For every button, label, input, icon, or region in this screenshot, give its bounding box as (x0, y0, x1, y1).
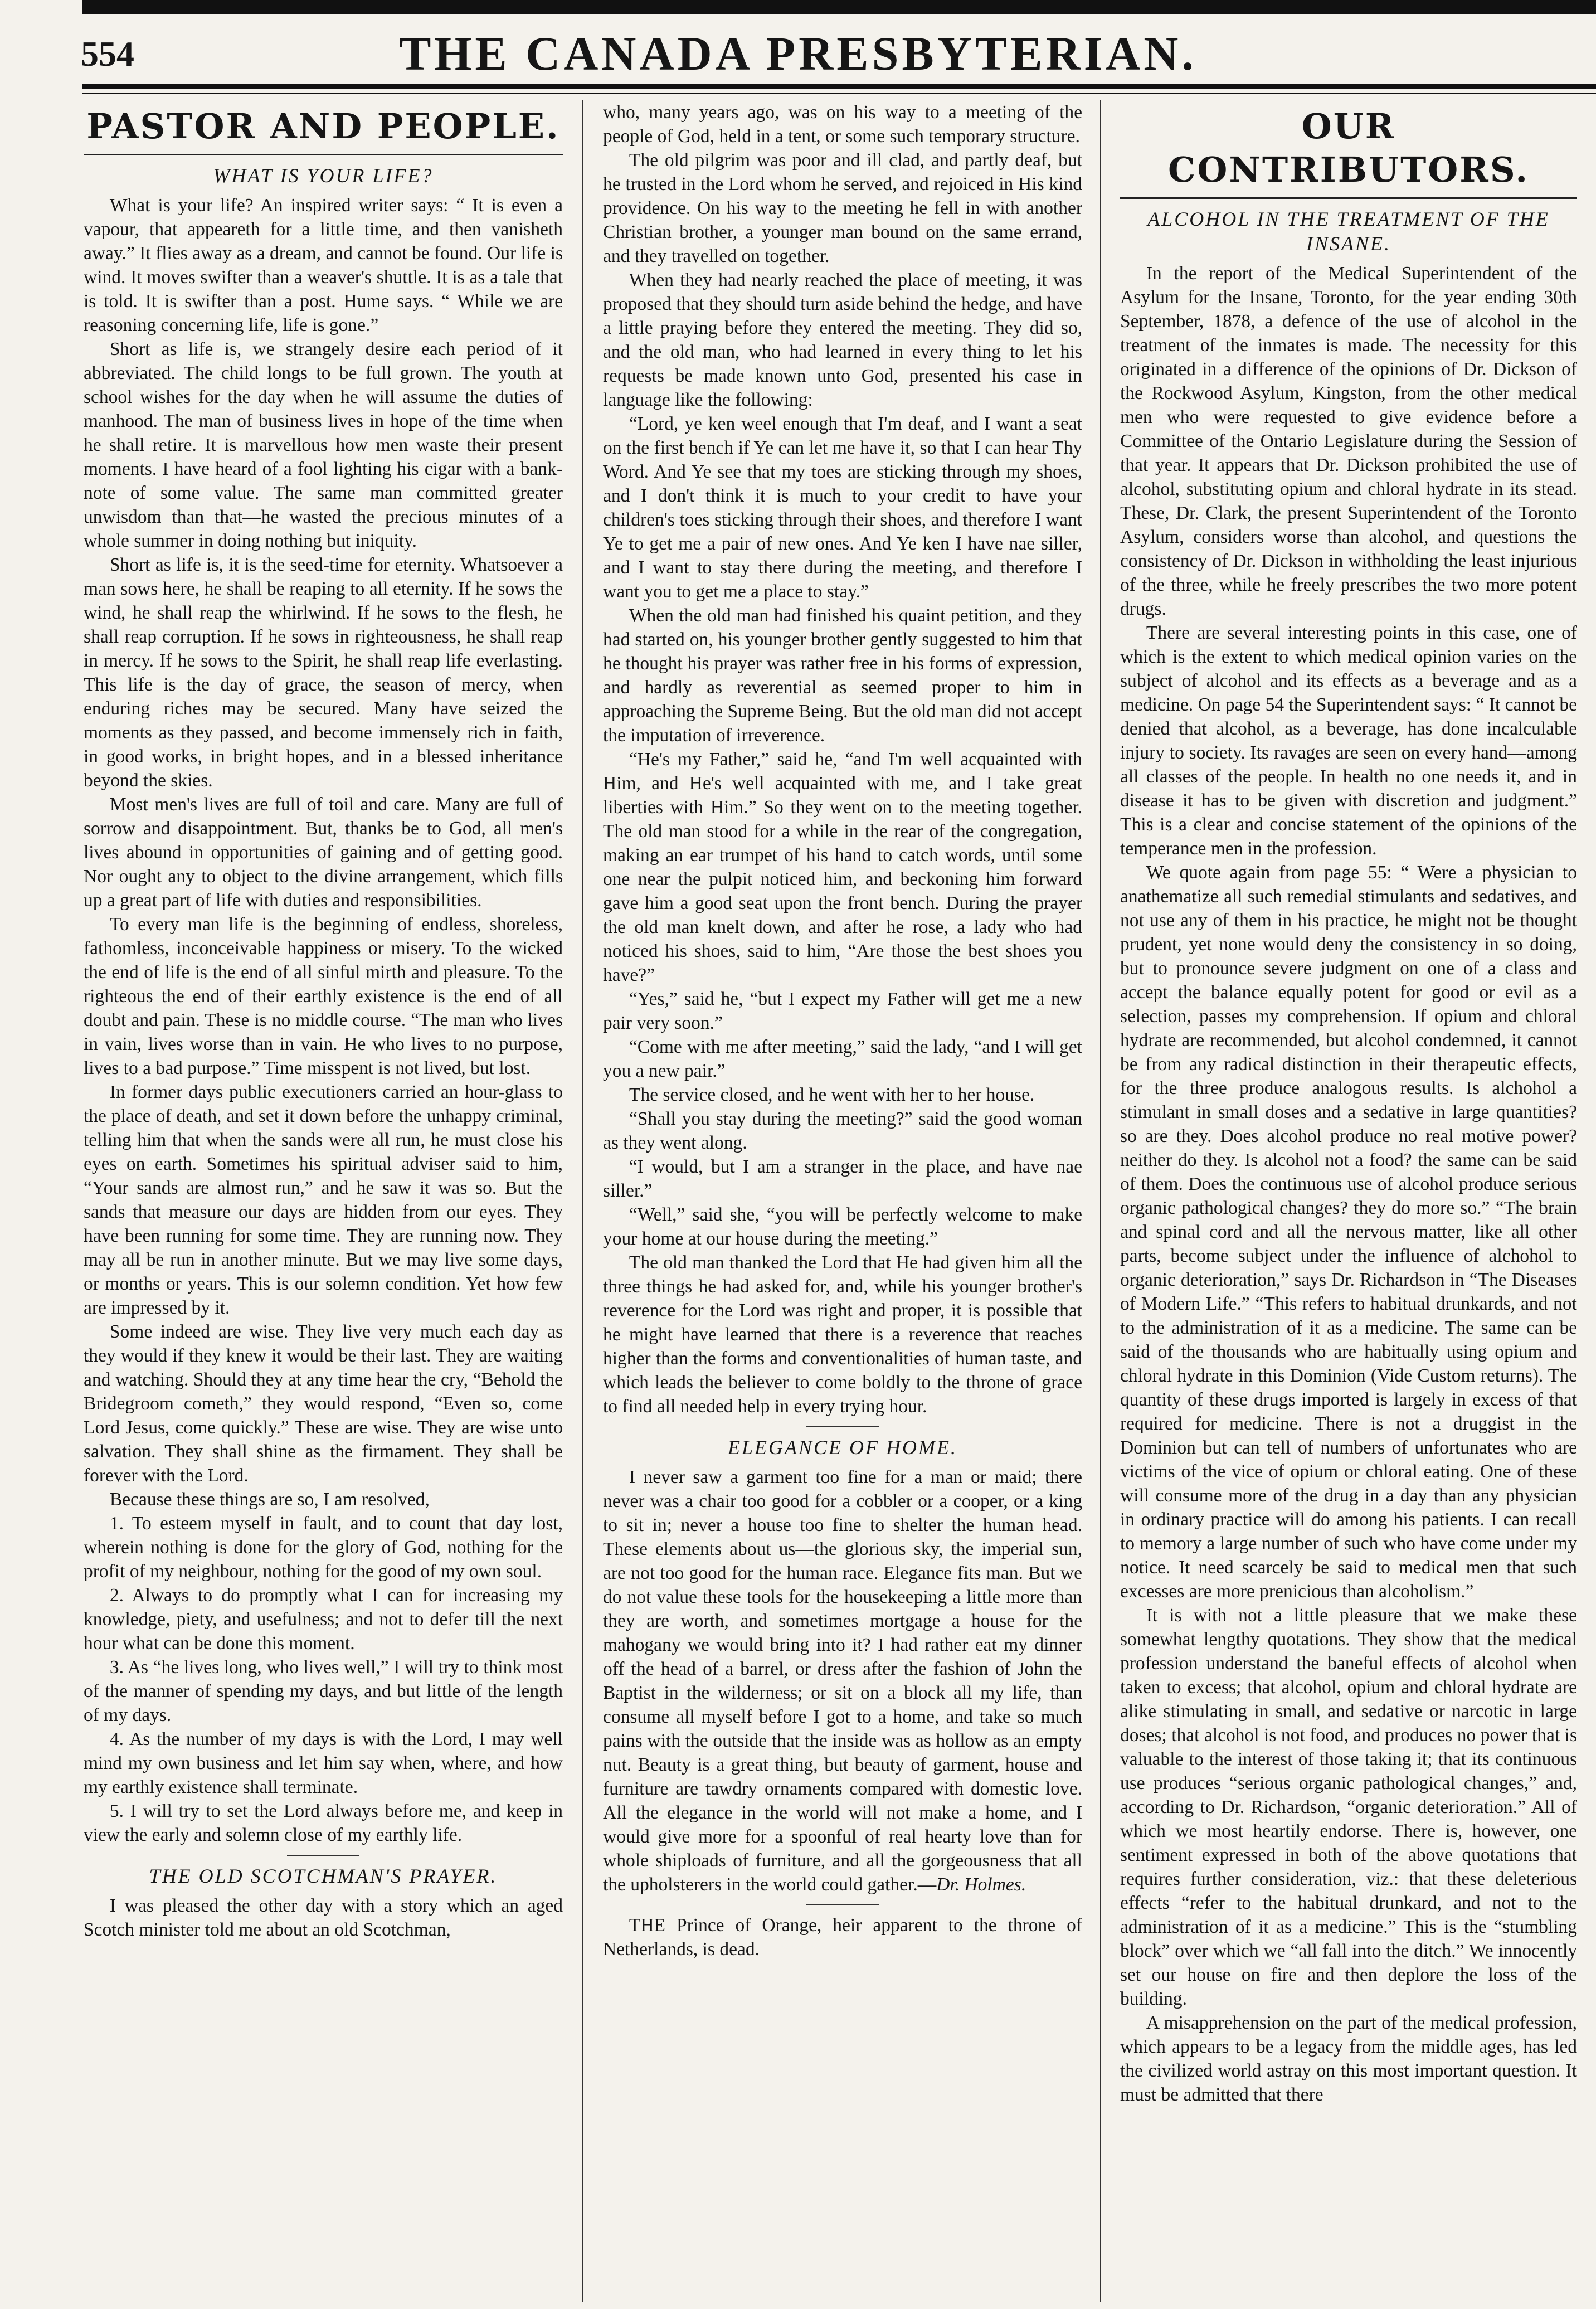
paragraph: It is with not a little pleasure that we make these somewhat lengthy quotations. They show that the medical profession understand the baneful effects of alcohol when taken to excess; that alcohol, opium and chloral hydrate are alike stimulating in small, and sedative or narcotic in large doses; that alcohol is not food, and produces no power that is valuable to the interest of those taking it; that its continuous use produces “serious organic pathological changes,” and, according to Dr. Richardson, “organic deterioration.” All of which we most heartily endorse. There is, however, one sentiment expressed in both of the above quotations that requires further consideration, viz.: that these deleterious effects “refer to the habitual drunkard, and not to the administration of it as a medicine.” This is the “stumbling block” over which we “all fall into the ditch.” We innocently set our house on fire and then deplore the loss of the building. (1120, 1605, 1577, 2009)
page-number: 554 (81, 34, 134, 74)
paragraph: Short as life is, it is the seed-time for eternity. Whatsoever a man sows here, he shall be reaping to all eternity. If he sows the wind, he shall reap the whirlwind. If he sows to the flesh, he shall reap corruption. If he sows in righteousness, he shall reap in mercy. If he sows to the Spirit, he shall reap life everlasting. This life is the day of grace, the season of mercy, when enduring riches may be secured. Many have seized the moments as they passed, and become immensely rich in faith, in good works, in bright hopes, and in a blessed inheritance beyond the skies. (84, 555, 563, 791)
paragraph: A misapprehension on the part of the medical profession, which appears to be a legacy from the middle ages, has led the civilized world astray on this most important question. It must be admitted that there (1120, 2013, 1577, 2105)
article-title: WHAT IS YOUR LIFE? (213, 164, 434, 187)
article-title: ALCOHOL IN THE TREATMENT OF THE INSANE. (1147, 208, 1550, 255)
top-rule (82, 0, 1596, 14)
paragraph: To every man life is the beginning of endless, shoreless, fathomless, inconceivable happiness or misery. To the wicked the end of life is the end of all sinful mirth and pleasure. To the righteous the end of their earthly existence is the end of all doubt and pain. These is no middle course. “The man who lives in vain, lives worse than in vain. He who lives to no purpose, lives to a bad purpose.” Time misspent is not lived, but lost. (84, 914, 563, 1078)
paragraph-text: I never saw a garment too fine for a man or maid; there never was a chair too good for a cobbler or a cooper, or a king to sit in; never a house too fine to shelter the human head. These elements about us—the glorious sky, the imperial sun, are not too good for the human race. Elegance fits man. But we do not value these tools for the housekeeping a little more than they are worth, and sometimes mortgage a house for the mahogany we would bring into it? I had rather eat my dinner off the head of a barrel, or dress after the fashion of John the Baptist in the wilderness; or sit on a block all my life, than consume all myself before I got to a home, and take so much pains with the outside that the inside was as hollow as an empty nut. Beauty is a great thing, but beauty of garment, house and furniture are tawdry ornaments compared with domestic love. All the elegance in the world will not make a home, and I would give more for a spoonful of real hearty love than for whole shiploads of furniture, and all the gorgeousness that all the upholsterers in the world could gather.— (603, 1467, 1082, 1895)
paragraph: We quote again from page 55: “ Were a physician to anathematize all such remedial stimulants and sedatives, and not use any of them in his practice, he might not be thought prudent, yet none would deny the consistency in so doing, but to pronounce severe judgment on one of a class and accept the balance equally potent for good or evil as a selection, passes my comprehension. If opium and chloral hydrate are recommended, but alcohol condemned, it cannot be from any radical distinction in their therapeutic effects, for the three produce analogous results. Is alchohol a stimulant in small doses and a sedative in large quantities? so are they. Does alcohol produce no real motive power? neither do they. Is alcohol not a food? the same can be said of them. Does the continuous use of alcohol produce serious organic pathological changes? they do more so.” “The brain and spinal cord and all the nervous matter, like all other parts, become subject under the influence of alchohol to organic deterioration,” says Dr. Richardson in “The Diseases of Modern Life.” “This refers to habitual drunkards, and not to the administration of it as a medicine. The same can be said of the thousands who are habitually using opium and chloral hydrate in this Dominion (Vide Custom returns). The quantity of these drugs imported is largely in excess of that required for medicine. There is not a druggist in the Dominion but can tell of numbers of unfortunates who are victims of the vice of opium or chloral eating. One of these will consume more of the drug in a day than any physician in ordinary practice will do among his patients. I can recall to memory a large number of such who have come under my notice. It need scarcely be said to medical men that such excesses are more prenicious than alcoholism.” (1120, 862, 1577, 1602)
article-body (603, 100, 1082, 1418)
article-body (84, 193, 563, 1847)
paragraph: 5. I will try to set the Lord always before me, and keep in view the early and solemn close of my earthly life. (84, 1801, 563, 1845)
column-divider (582, 100, 583, 2302)
header-rule (82, 84, 1596, 89)
section-rule (806, 1904, 879, 1905)
article-title: THE OLD SCOTCHMAN'S PRAYER. (149, 1865, 498, 1887)
column-2 (603, 100, 1082, 2302)
paragraph: Some indeed are wise. They live very much each day as they would if they knew it would be their last. They are waiting and watching. Should they at any time hear the cry, “Behold the Bridegroom cometh,” they would respond, “Even so, come Lord Jesus, come quickly.” These are wise. They are wise unto salvation. They shall shine as the firmament. They shall be forever with the Lord. (84, 1321, 563, 1486)
paragraph: “Lord, ye ken weel enough that I'm deaf, and I want a seat on the first bench if Ye can let me have it, so that I can hear Thy Word. And Ye see that my toes are sticking through my shoes, and I don't think it is much to your credit to have your children's toes sticking through their shoes, and therefore I want Ye to get me a pair of new ones. And Ye ken I have nae siller, and I want to stay there during the meeting, and therefore I want you to get me a place to stay.” (603, 414, 1082, 602)
paragraph: “He's my Father,” said he, “and I'm well acquainted with Him, and He's well acquainted with me, and I take great liberties with Him.” So they went on to the meeting together. The old man stood for a while in the rear of the congregation, making an ear trumpet of his hand to catch words, until some one near the pulpit noticed him, and beckoning him forward gave him a good seat upon the front bench. During the prayer the old man knelt down, and after he rose, a lady who had noticed his shoes, said to him, “Are those the best shoes you have?” (603, 749, 1082, 985)
paragraph: What is your life? An inspired writer says: “ It is even a vapour, that appeareth for a little time, and then vanisheth away.” It flies away as a dream, and cannot be found. Our life is wind. It moves swifter than a weaver's shuttle. It is as a tale that is told. It is swifter than a post. Hume says. “ While we are reasoning concerning life, life is gone.” (84, 195, 563, 336)
paragraph: “Come with me after meeting,” said the lady, “and I will get you a new pair.” (603, 1037, 1082, 1081)
column-1 (84, 100, 563, 2302)
paragraph: 2. Always to do promptly what I can for increasing my knowledge, piety, and usefulness; and not to defer till the next hour what can be done this moment. (84, 1585, 563, 1654)
column-divider (1100, 100, 1101, 2302)
article-body (1120, 261, 1577, 2107)
paragraph: “Shall you stay during the meeting?” said the good woman as they went along. (603, 1109, 1082, 1153)
paragraph: In former days public executioners carried an hour-glass to the place of death, and set it down before the unhappy criminal, telling him that when the sands were all run, he must close his eyes on earth. Sometimes his spiritual adviser said to him, “Your sands are almost run,” and he saw it was so. But the sands that measure our days are hidden from our eyes. They have been running for some time. They are running now. They may all be run in another minute. But we may live some days, or months or years. This is our solemn condition. Yet how few are impressed by it. (84, 1082, 563, 1318)
paragraph: Most men's lives are full of toil and care. Many are full of sorrow and disappointment. But, thanks be to God, all men's lives abound in opportunities of gaining and of getting good. Nor ought any to object to the divine arrangement, which fills up a great part of life with duties and responsibilities. (84, 794, 563, 911)
paragraph: who, many years ago, was on his way to a meeting of the people of God, held in a tent, or some such temporary structure. (603, 102, 1082, 147)
header-rule-thin (82, 93, 1596, 94)
paragraph: “I would, but I am a stranger in the place, and have nae siller.” (603, 1156, 1082, 1201)
department-heading: PASTOR AND PEOPLE. (86, 106, 560, 147)
paragraph: 1. To esteem myself in fault, and to count that day lost, wherein nothing is done for the glory of God, nothing for the profit of my neighbour, nothing for the good of my own soul. (84, 1513, 563, 1582)
signature: Dr. Holmes. (936, 1874, 1026, 1895)
paragraph: I was pleased the other day with a story which an aged Scotch minister told me about an old Scotchman, (84, 1895, 563, 1940)
paragraph: “Well,” said she, “you will be perfectly welcome to make your home at our house during the meeting.” (603, 1204, 1082, 1249)
section-rule (806, 1426, 879, 1427)
paragraph: “Yes,” said he, “but I expect my Father will get me a new pair very soon.” (603, 989, 1082, 1033)
paragraph: 3. As “he lives long, who lives well,” I will try to think most of the manner of spending my days, and but little of the length of my days. (84, 1657, 563, 1725)
department-heading: OUR CONTRIBUTORS. (1168, 106, 1529, 190)
paragraph: Short as life is, we strangely desire each period of it abbreviated. The child longs to be full grown. The youth at school wishes for the day when he will assume the duties of manhood. The man of business lives in hope of the time when he shall retire. It is marvellous how men waste their present moments. I have heard of a fool lighting his cigar with a bank-note of some value. The same man committed greater unwisdom than that—he wasted the precious minutes of a whole summer in doing nothing but iniquity. (84, 339, 563, 551)
paragraph: When they had nearly reached the place of meeting, it was proposed that they should turn aside behind the hedge, and have a little praying before they entered the meeting. They did so, and the old man, who had learned in every thing to let his requests be made known unto God, presented his case in language like the following: (603, 270, 1082, 410)
paragraph: When the old man had finished his quaint petition, and they had started on, his younger brother gently suggested to him that he thought his prayer was rather free in his forms of expression, and hardly as reverential as seemed proper to him in approaching the Supreme Being. But the old man did not accept the imputation of irreverence. (603, 605, 1082, 746)
department-rule (1120, 197, 1577, 199)
column-3 (1120, 100, 1577, 2302)
paragraph: The old pilgrim was poor and ill clad, and partly deaf, but he trusted in the Lord whom he served, and rejoiced in His kind providence. On his way to the meeting he fell in with another Christian brother, a younger man bound on the same errand, and they travelled on together. (603, 150, 1082, 266)
paragraph: The old man thanked the Lord that He had given him all the three things he had asked for, and, while his younger brother's reverence for the Lord was right and proper, it is possible that he might have learned that there is a reverence that reaches higher than the forms and conventionalities of human taste, and which leads the believer to come boldly to the throne of grace to find all needed help in every trying hour. (603, 1252, 1082, 1417)
paragraph: In the report of the Medical Superintendent of the Asylum for the Insane, Toronto, for the year ending 30th September, 1878, a defence of the use of alcohol in the treatment of the inmates is made. The necessity for this originated in a difference of the opinions of Dr. Dickson of the Rockwood Asylum, Kingston, from the other medical men who were requested to give evidence before a Committee of the Ontario Legislature during the Session of that year. It appears that Dr. Dickson prohibited the use of alcohol, substituting opium and chloral hydrate in its stead. These, Dr. Clark, the present Superintendent of the Toronto Asylum, considers worse than alcohol, and questions the consistency of Dr. Dickson in withholding the least injurious of the three, while he freely prescribes the two more potent drugs. (1120, 263, 1577, 619)
paragraph: There are several interesting points in this case, one of which is the extent to which medical opinion varies on the subject of alcohol and its effects as a beverage and as a medicine. On page 54 the Superintendent says: “ It cannot be denied that alcohol, as a beverage, has done incalculable injury to society. Its ravages are seen on every hand—among all classes of the people. In health no one needs it, and in disease it has to be given with discretion and judgment.” This is a clear and concise statement of the opinions of the temperance men in the profession. (1120, 623, 1577, 859)
masthead: THE CANADA PRESBYTERIAN. (399, 27, 1197, 80)
department-rule (84, 154, 563, 155)
paragraph: Because these things are so, I am resolved, (109, 1489, 430, 1510)
paragraph (603, 1465, 1082, 1897)
paragraph: The service closed, and he went with her to her house. (629, 1085, 1035, 1105)
paragraph: 4. As the number of my days is with the Lord, I may well mind my own business and let him say when, where, and how my earthly existence shall terminate. (84, 1729, 563, 1797)
news-note: THE Prince of Orange, heir apparent to the throne of Netherlands, is dead. (603, 1915, 1082, 1960)
section-rule (287, 1855, 359, 1856)
article-title: ELEGANCE OF HOME. (728, 1436, 957, 1459)
